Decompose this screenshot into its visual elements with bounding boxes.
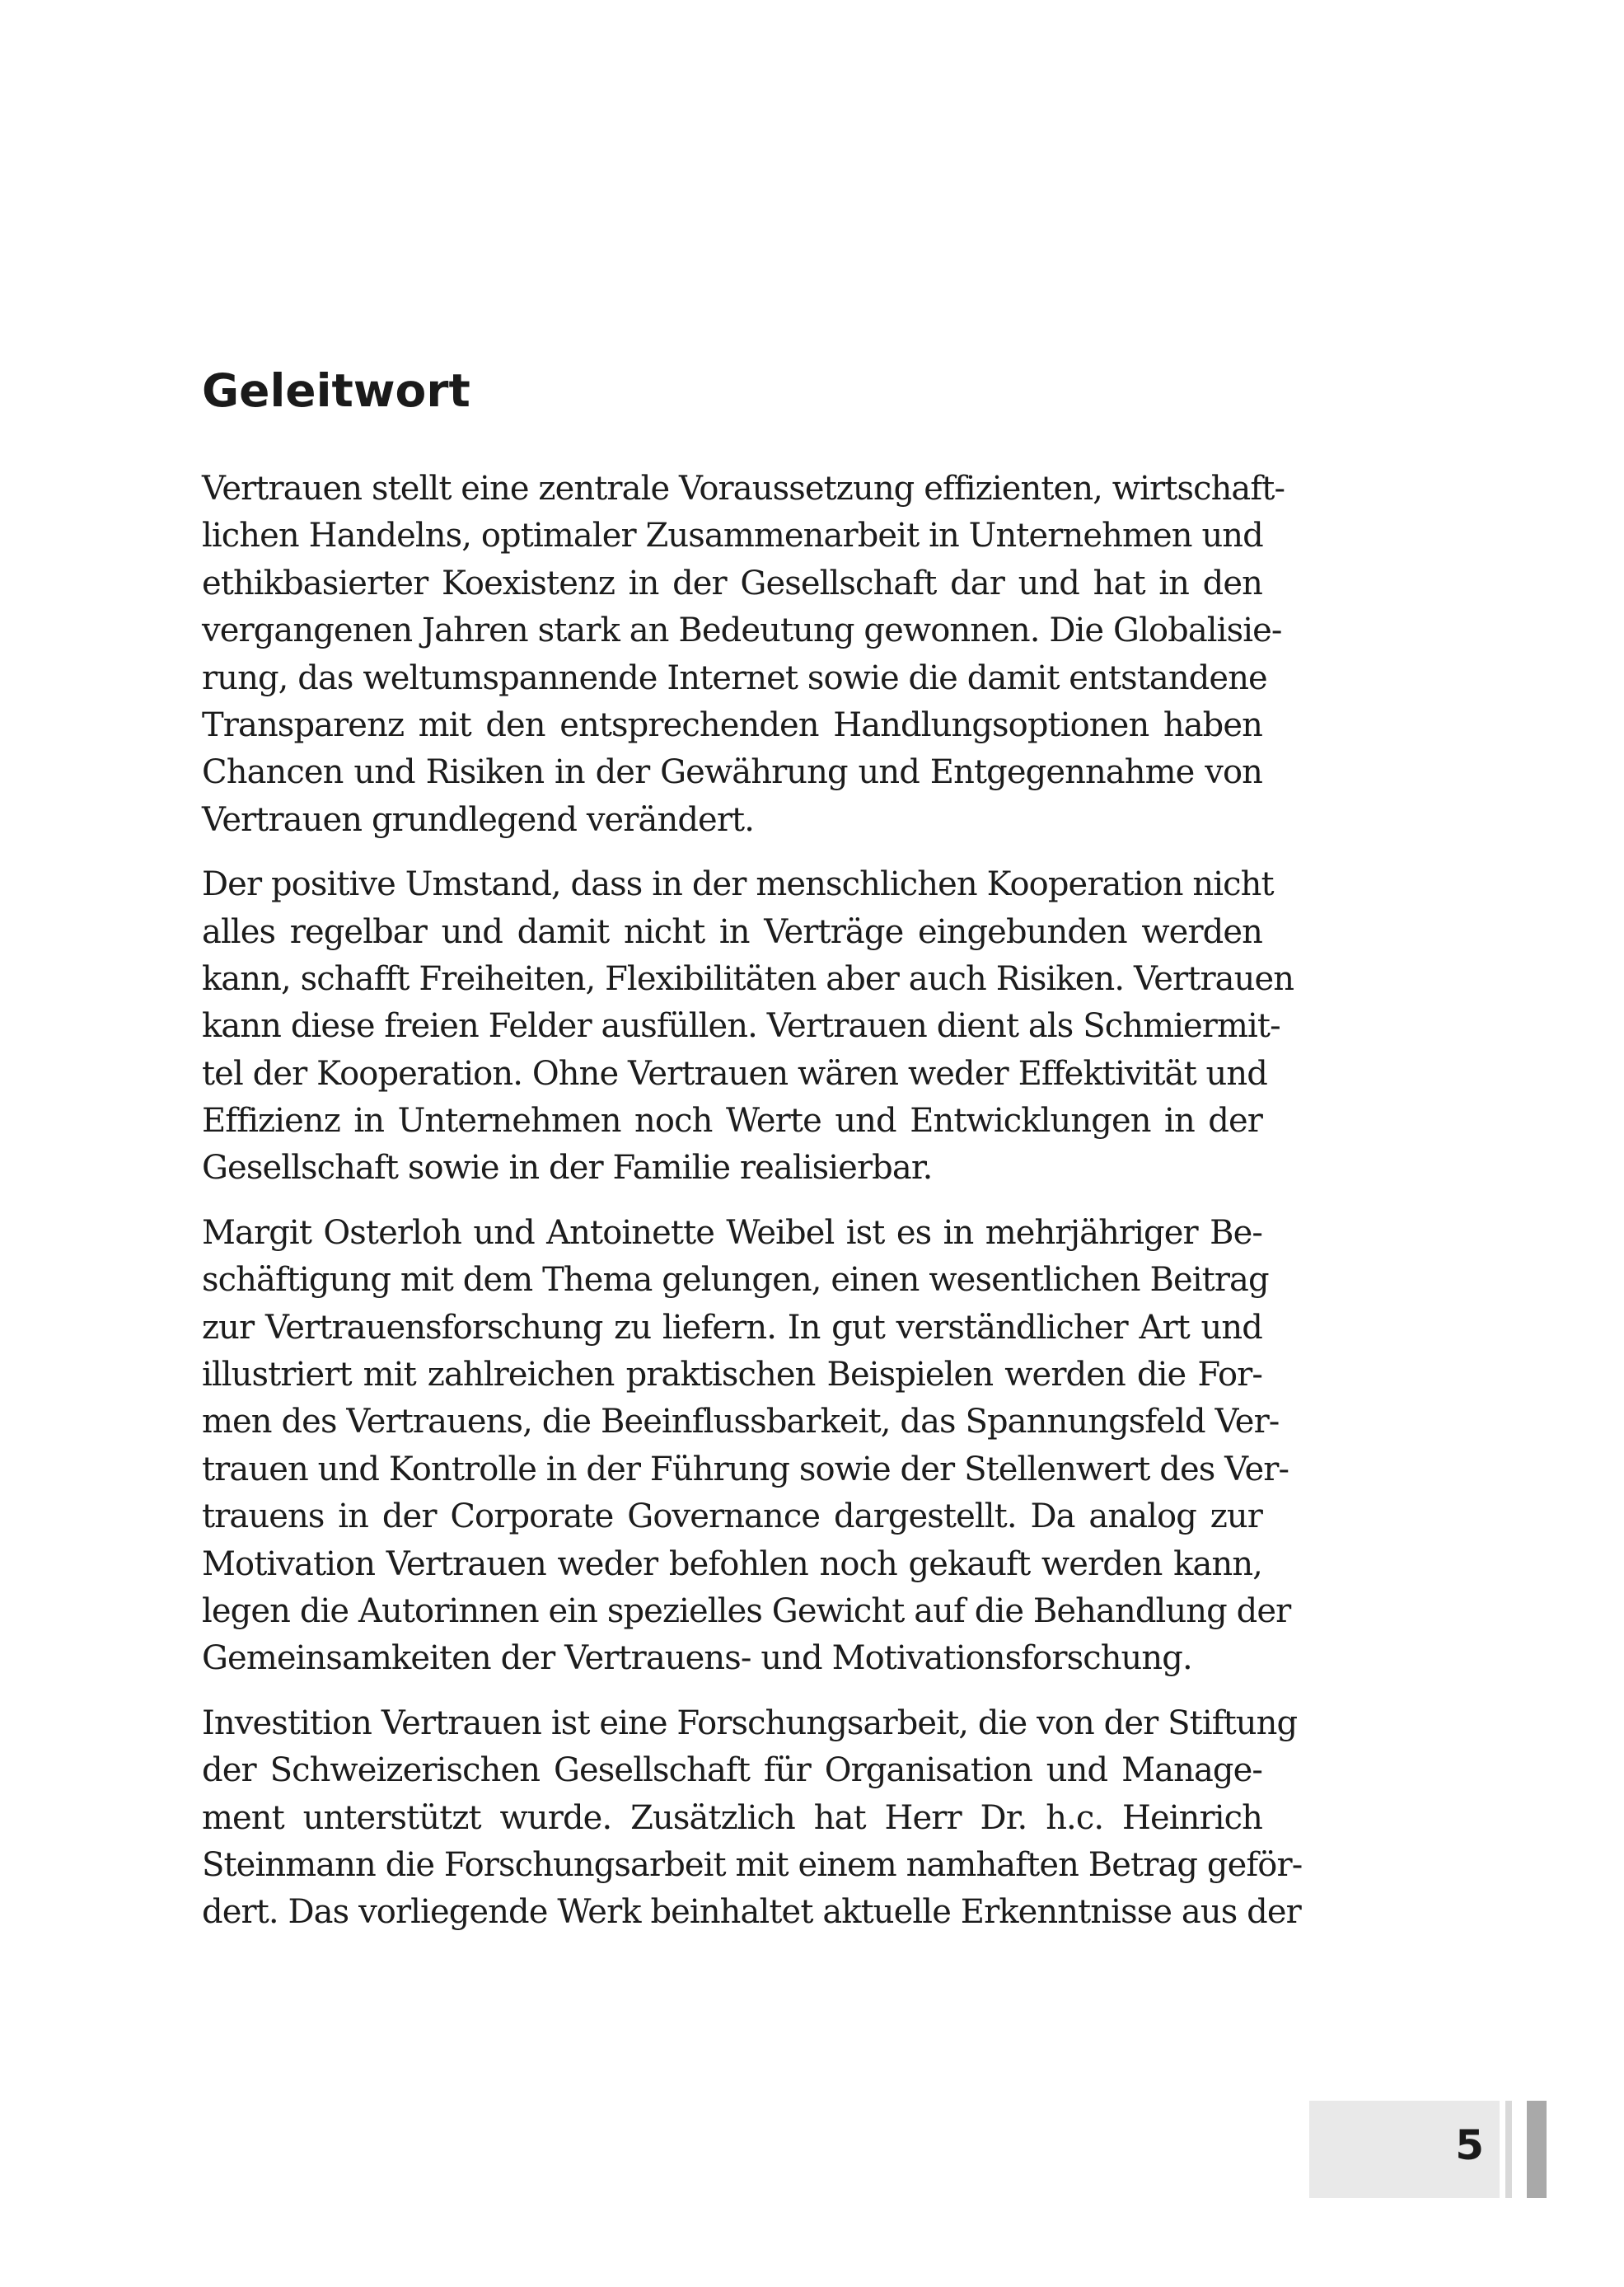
text-line: ethikbasierter Koexistenz in der Gesellschaft dar und hat in den bbox=[202, 564, 1262, 602]
text-line: Vertrauen grundlegend verändert. bbox=[202, 800, 755, 839]
text-line: vergangenen Jahren stark an Bedeutung gewonnen. Die Globalisie- bbox=[202, 612, 1282, 650]
text-line: Investition Vertrauen ist eine Forschungsarbeit, die von der Stiftung bbox=[202, 1704, 1298, 1742]
text-line: trauen und Kontrolle in der Führung sowie der Stellenwert des Ver- bbox=[202, 1450, 1289, 1488]
text-line: Gemeinsamkeiten der Vertrauens- und Motivationsforschung. bbox=[202, 1639, 1192, 1678]
text-line: Vertrauen stellt eine zentrale Voraussetzung effizienten, wirtschaft- bbox=[202, 470, 1285, 508]
text-line: Der positive Umstand, dass in der menschlichen Kooperation nicht bbox=[202, 865, 1274, 904]
text-line: trauens in der Corporate Governance dargestellt. Da analog zur bbox=[202, 1497, 1262, 1536]
paragraph-4 bbox=[202, 1700, 1303, 1937]
page-title: Geleitwort bbox=[202, 364, 470, 417]
text-line: illustriert mit zahlreichen praktischen Beispielen werden die For- bbox=[202, 1356, 1262, 1394]
text-line: Effizienz in Unternehmen noch Werte und Entwicklungen in der bbox=[202, 1102, 1262, 1141]
body-text bbox=[202, 466, 1303, 1954]
page-number: 5 bbox=[1455, 2121, 1484, 2169]
text-line: Margit Osterloh und Antoinette Weibel ist es in mehrjähriger Be- bbox=[202, 1213, 1262, 1252]
text-line: der Schweizerischen Gesellschaft für Organisation und Manage- bbox=[202, 1751, 1262, 1790]
text-line: lichen Handelns, optimaler Zusammenarbeit in Unternehmen und bbox=[202, 517, 1263, 555]
paragraph-3 bbox=[202, 1210, 1291, 1683]
text-line: men des Vertrauens, die Beeinflussbarkeit, das Spannungsfeld Ver- bbox=[202, 1403, 1280, 1441]
text-line: dert. Das vorliegende Werk beinhaltet aktuelle Erkenntnisse aus der bbox=[202, 1893, 1301, 1932]
paragraph-2 bbox=[202, 861, 1294, 1193]
text-line: Transparenz mit den entsprechenden Handlungsoptionen haben bbox=[202, 705, 1262, 744]
text-line: kann, schafft Freiheiten, Flexibilitäten aber auch Risiken. Vertrauen bbox=[202, 959, 1294, 998]
text-line: legen die Autorinnen ein spezielles Gewicht auf die Behandlung der bbox=[202, 1591, 1291, 1630]
page-number-box bbox=[1309, 2101, 1500, 2198]
text-line: Motivation Vertrauen weder befohlen noch gekauft werden kann, bbox=[202, 1544, 1262, 1583]
page-edge-tab bbox=[1527, 2101, 1547, 2198]
text-line: tel der Kooperation. Ohne Vertrauen wären weder Effektivität und bbox=[202, 1054, 1267, 1093]
text-line: zur Vertrauensforschung zu liefern. In gut verständlicher Art und bbox=[202, 1308, 1262, 1347]
text-line: Gesellschaft sowie in der Familie realisierbar. bbox=[202, 1149, 933, 1188]
text-line: Chancen und Risiken in der Gewährung und Entgegennahme von bbox=[202, 753, 1262, 792]
text-line: schäftigung mit dem Thema gelungen, einen wesentlichen Beitrag bbox=[202, 1261, 1269, 1300]
text-line: kann diese freien Felder ausfüllen. Vertrauen dient als Schmiermit- bbox=[202, 1007, 1280, 1046]
text-line: alles regelbar und damit nicht in Verträge eingebunden werden bbox=[202, 912, 1262, 951]
text-line: ment unterstützt wurde. Zusätzlich hat Herr Dr. h.c. Heinrich bbox=[202, 1798, 1262, 1837]
text-line: rung, das weltumspannende Internet sowie die damit entstandene bbox=[202, 658, 1267, 697]
page-edge-tab-thin bbox=[1505, 2101, 1512, 2198]
text-line: Steinmann die Forschungsarbeit mit einem namhaften Betrag geför- bbox=[202, 1845, 1303, 1884]
paragraph-1 bbox=[202, 466, 1285, 844]
